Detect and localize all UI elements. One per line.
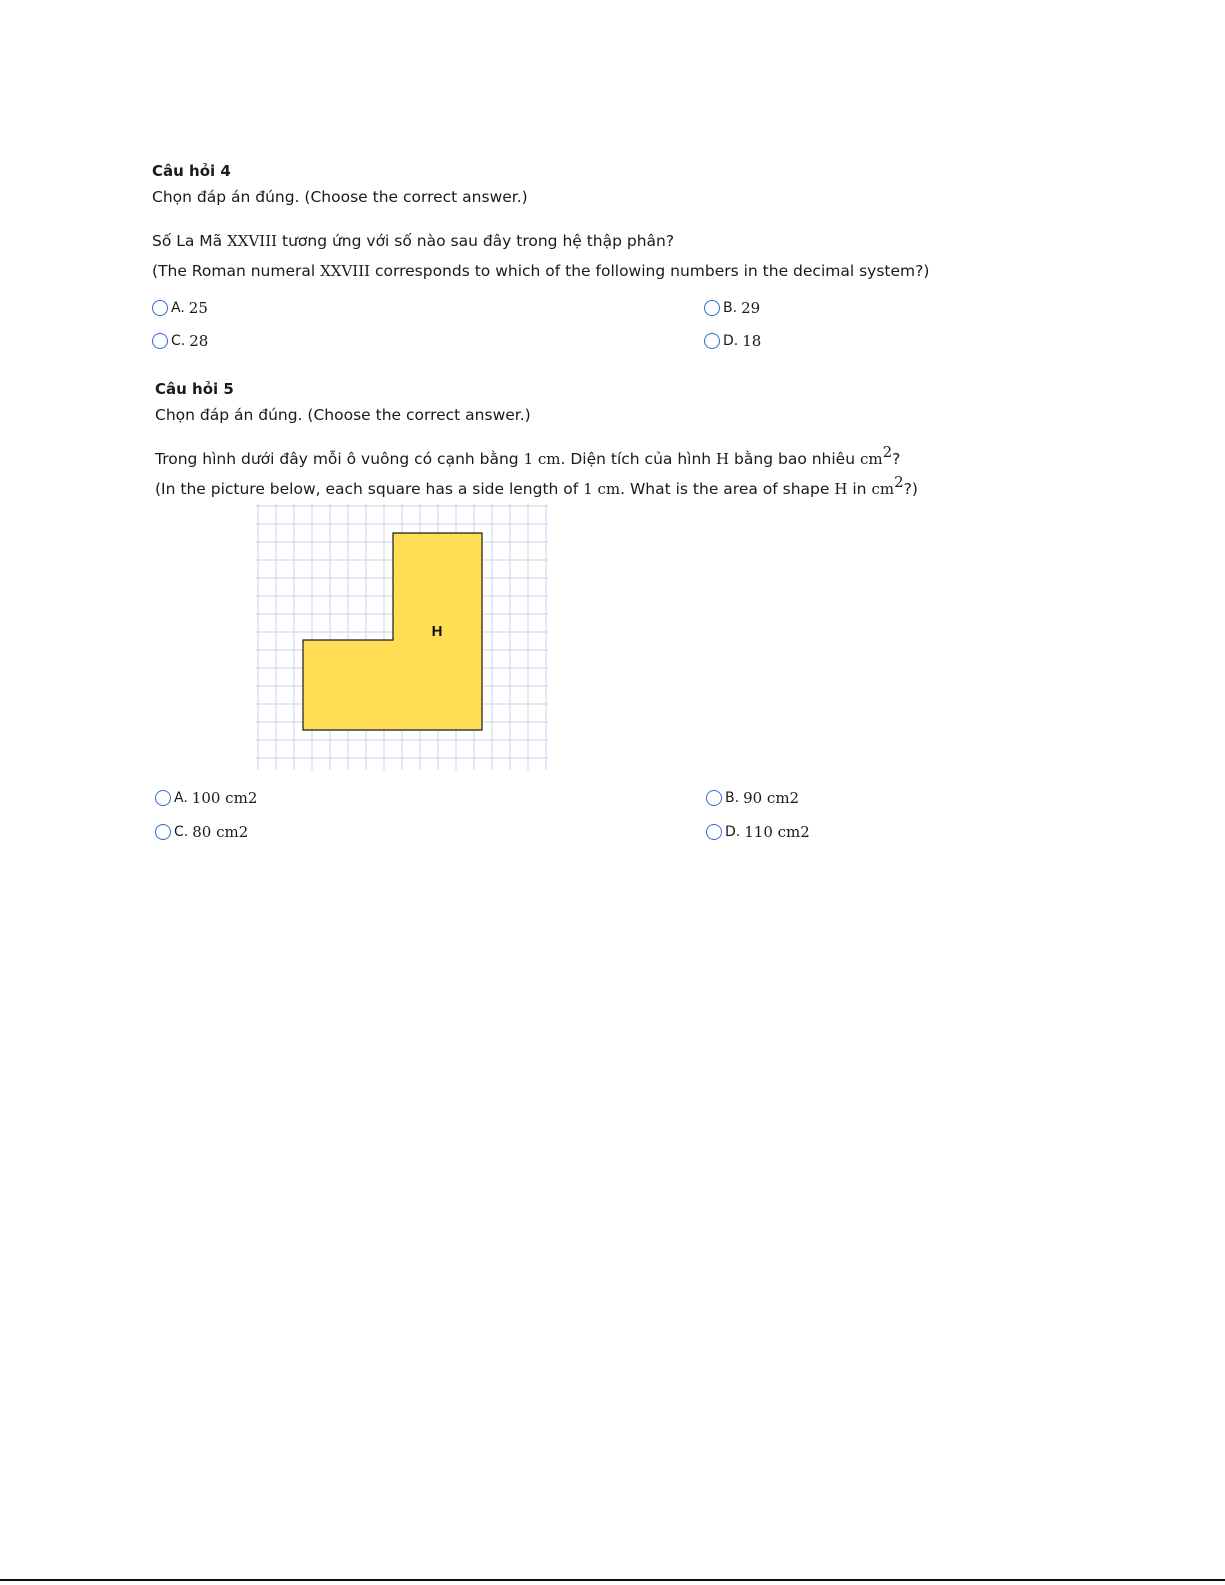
q4-option-b[interactable] — [704, 296, 760, 320]
q5-option-b[interactable]: B. 90 cm 2 — [706, 786, 799, 810]
question-4-instruction: Chọn đáp án đúng. (Choose the correct answer.) — [152, 188, 528, 206]
side-length: 1 cm — [523, 450, 561, 468]
q4-en-post: corresponds to which of the following numbers in the decimal system?) — [370, 262, 930, 280]
option-value: 110 cm — [744, 823, 801, 841]
roman-numeral: XXVIII — [227, 232, 278, 250]
unit-exponent: 2 — [882, 443, 893, 461]
q5-vi-part: bằng bao nhiêu — [729, 450, 860, 468]
option-value: 29 — [741, 299, 761, 317]
q4-option-d[interactable] — [704, 329, 761, 353]
unit: cm — [871, 480, 895, 498]
option-value: 18 — [742, 332, 762, 350]
shape-name: H — [716, 450, 730, 468]
q4-option-c[interactable] — [152, 329, 208, 353]
q5-vi-part: . Diện tích của hình — [560, 450, 717, 468]
q4-vi-pre: Số La Mã — [152, 232, 228, 250]
option-letter: A. — [174, 790, 188, 806]
radio-button[interactable] — [706, 790, 722, 806]
question-5-instruction: Chọn đáp án đúng. (Choose the correct answer.) — [155, 406, 531, 424]
q5-option-c[interactable]: C. 80 cm 2 — [155, 820, 248, 844]
option-value: 100 cm — [191, 789, 248, 807]
radio-button[interactable] — [704, 333, 720, 349]
side-length: 1 cm — [583, 480, 621, 498]
option-value: 90 cm — [743, 789, 790, 807]
unit-exponent: 2 — [894, 473, 904, 491]
radio-button[interactable] — [155, 790, 171, 806]
radio-button[interactable] — [706, 824, 722, 840]
option-letter: C. — [174, 824, 189, 840]
q4-en-pre: (The Roman numeral — [152, 262, 321, 280]
q5-en-part: (In the picture below, each square has a side length of — [155, 480, 584, 498]
option-value: 28 — [189, 332, 209, 350]
shape-name: H — [834, 480, 848, 498]
option-letter: B. — [723, 300, 738, 316]
q4-option-a[interactable] — [152, 296, 208, 320]
question-4-text-vi — [152, 232, 674, 250]
question-5-text-en — [155, 473, 918, 498]
question-5-title: Câu hỏi 5 — [155, 380, 234, 398]
grid-figure — [256, 504, 548, 770]
option-letter: B. — [725, 790, 740, 806]
q5-vi-part: Trong hình dưới đây mỗi ô vuông có cạnh bằng — [155, 450, 524, 468]
shape-h-label: H — [431, 623, 443, 640]
q5-option-a[interactable]: A. 100 cm 2 — [155, 786, 257, 810]
radio-button[interactable] — [152, 300, 168, 316]
option-letter: D. — [723, 333, 739, 349]
option-letter: A. — [171, 300, 185, 316]
q5-option-d[interactable]: D. 110 cm 2 — [706, 820, 810, 844]
q5-vi-part: ? — [892, 450, 901, 468]
page-bottom-border — [0, 1579, 1225, 1581]
question-4-text-en — [152, 262, 929, 280]
q5-en-part: in — [847, 480, 872, 498]
option-letter: D. — [725, 824, 741, 840]
q4-vi-post: tương ứng với số nào sau đây trong hệ thập phân? — [277, 232, 675, 250]
radio-button[interactable] — [704, 300, 720, 316]
q5-en-part: ?) — [903, 480, 918, 498]
option-letter: C. — [171, 333, 186, 349]
roman-numeral: XXVIII — [320, 262, 371, 280]
radio-button[interactable] — [155, 824, 171, 840]
option-value: 25 — [188, 299, 208, 317]
radio-button[interactable] — [152, 333, 168, 349]
question-5-text-vi — [155, 443, 901, 468]
question-4-title: Câu hỏi 4 — [152, 162, 231, 180]
unit: cm — [859, 450, 883, 468]
q5-en-part: . What is the area of shape — [620, 480, 835, 498]
option-value: 80 cm — [192, 823, 239, 841]
